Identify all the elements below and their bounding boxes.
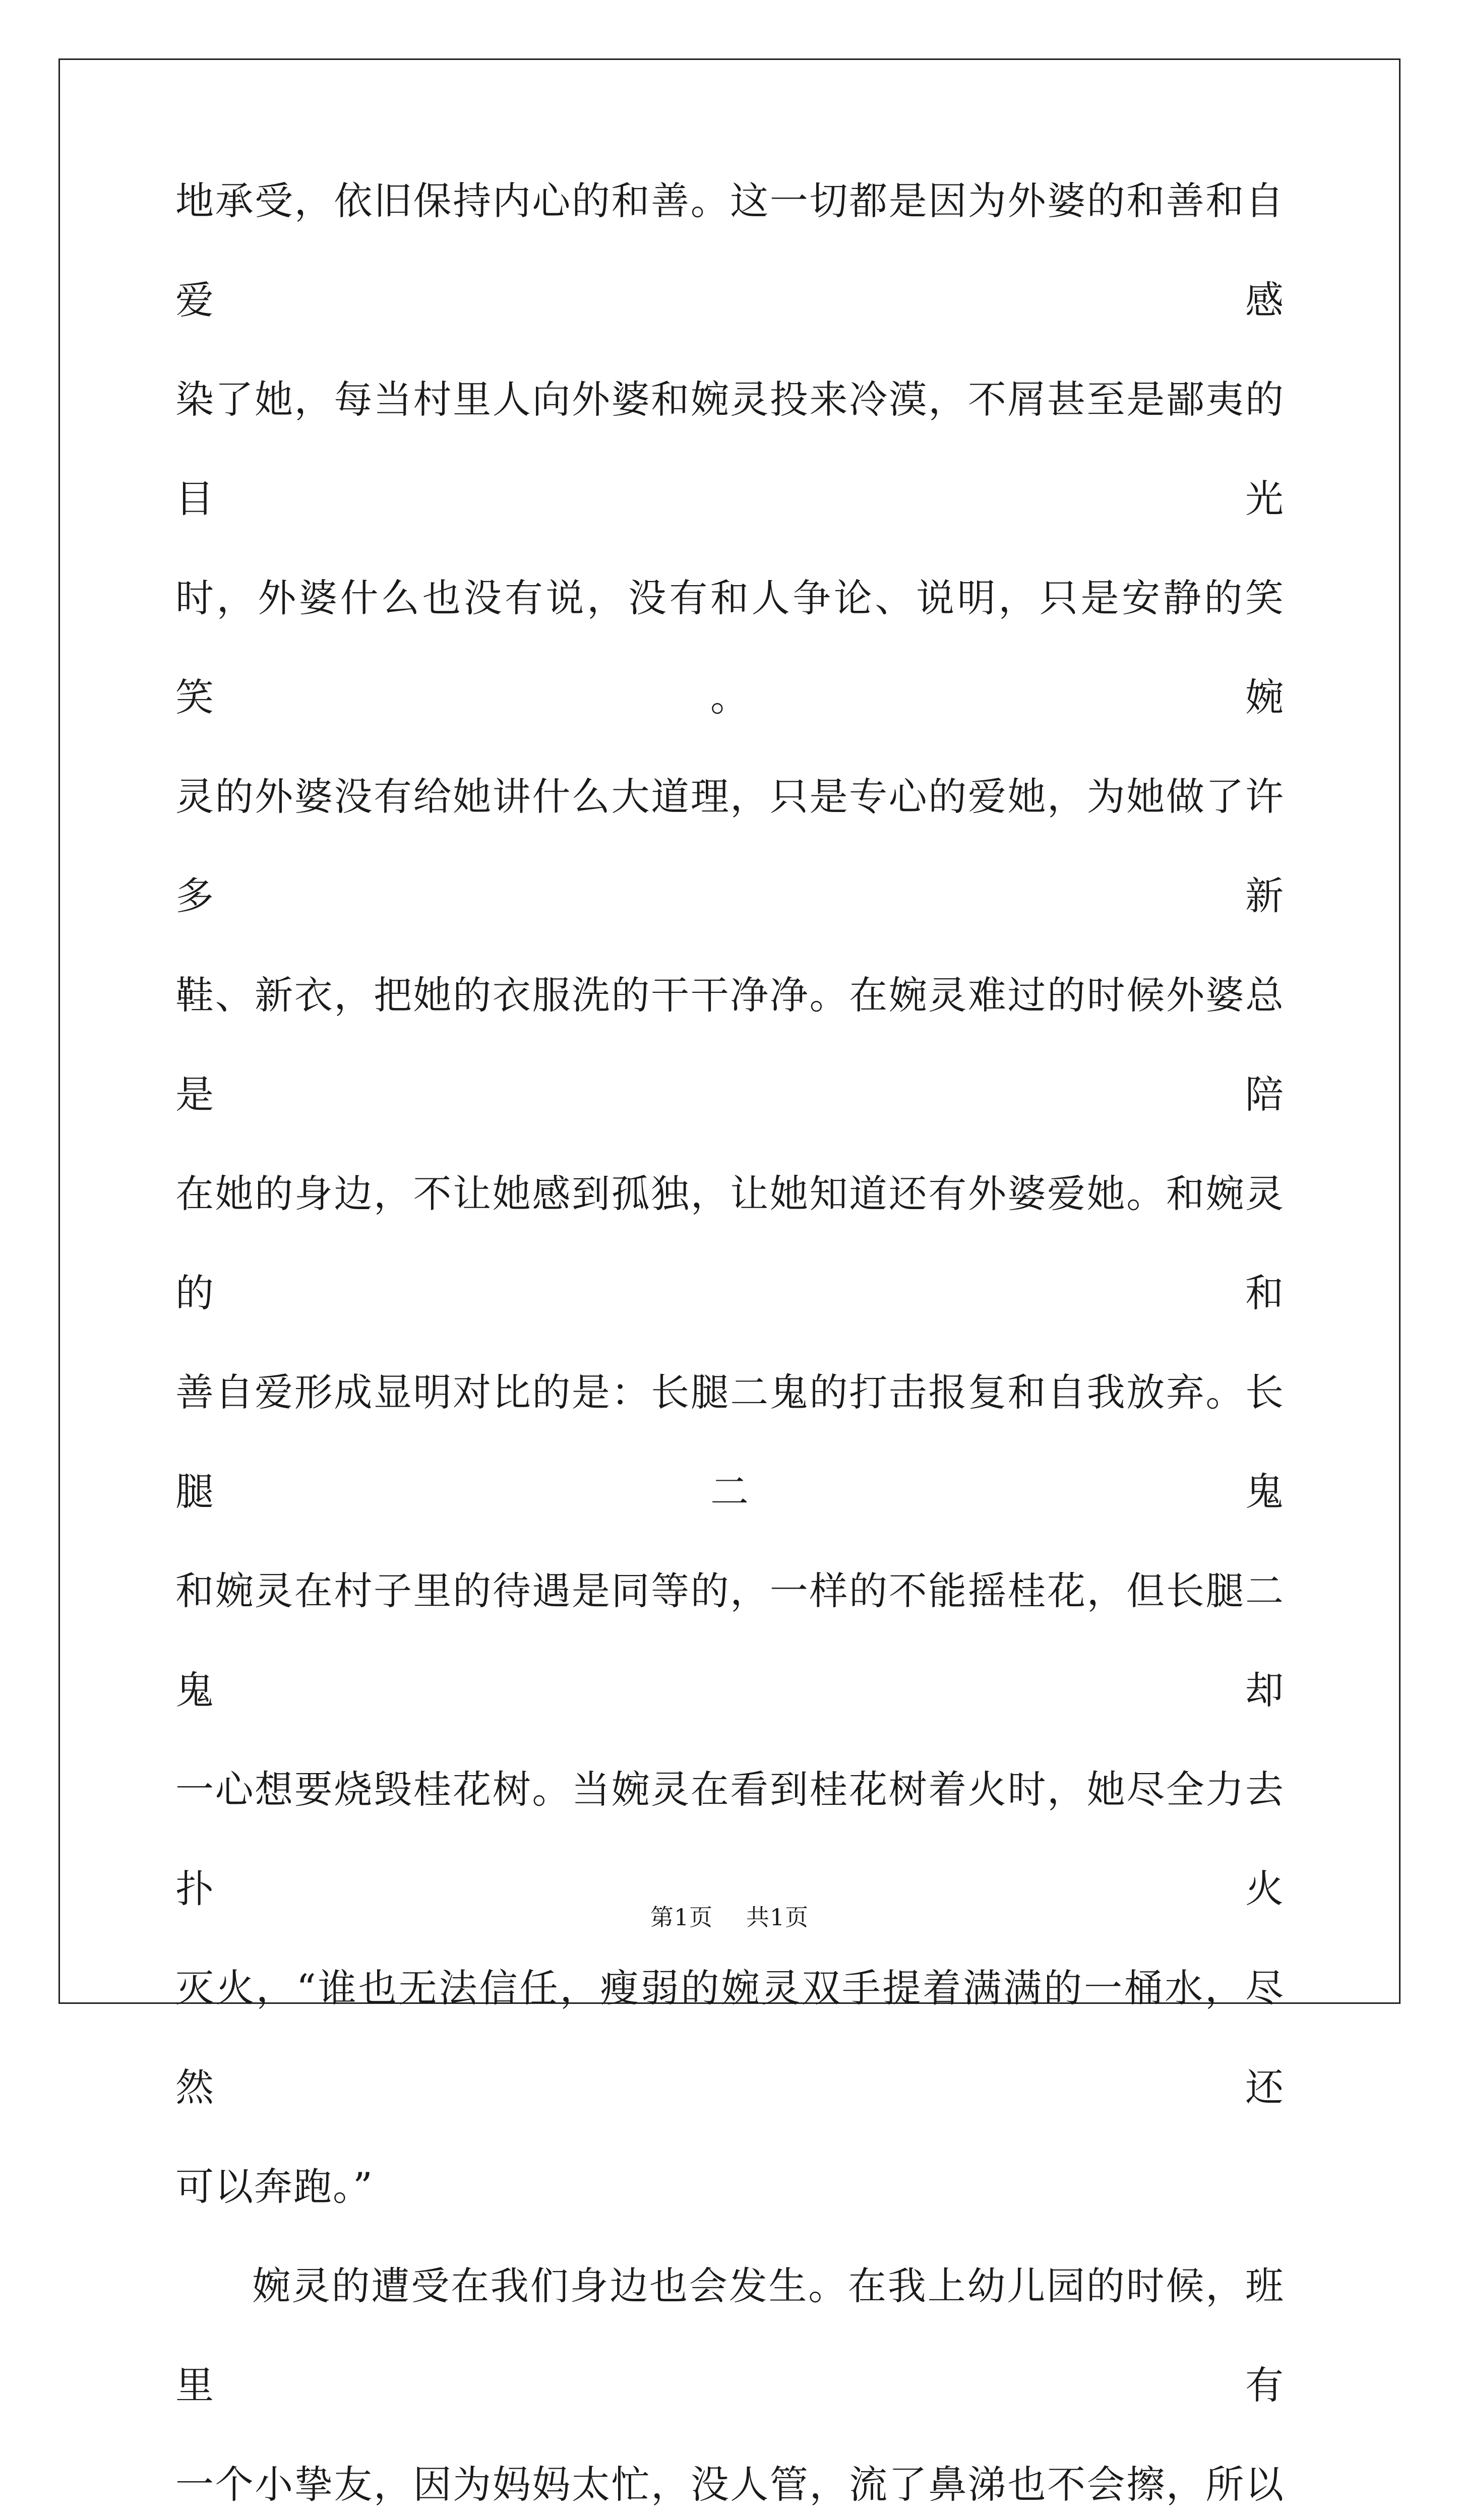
page-total: 共1页 xyxy=(746,1904,809,1931)
text-line: 鞋、新衣，把她的衣服洗的干干净净。在婉灵难过的时候外婆总是陪 xyxy=(175,973,1285,1117)
text-line: 地承受，依旧保持内心的和善。这一切都是因为外婆的和善和自爱感 xyxy=(175,178,1285,323)
page-footer xyxy=(0,1899,1459,1932)
text-line: 一个小挚友，因为妈妈太忙，没人管，流了鼻涕也不会擦，所以 xyxy=(175,2462,1285,2507)
text-line: 可以奔跑。” xyxy=(175,2164,374,2209)
text-line: 婉灵的遭受在我们身边也会发生。在我上幼儿园的时候，班里有 xyxy=(175,2263,1285,2408)
page-number: 第1页 xyxy=(650,1904,713,1931)
text-line: 时，外婆什么也没有说，没有和人争论、说明，只是安静的笑笑。婉 xyxy=(175,576,1285,720)
text-line: 和婉灵在村子里的待遇是同等的，一样的不能摇桂花，但长腿二鬼却 xyxy=(175,1568,1285,1713)
document-body xyxy=(175,151,1285,2520)
text-line: 染了她，每当村里人向外婆和婉灵投来冷漠，不屑甚至是鄙夷的目光 xyxy=(175,377,1285,521)
text-line: 善自爱形成显明对比的是：长腿二鬼的打击报复和自我放弃。长腿二鬼 xyxy=(175,1370,1285,1514)
paragraph xyxy=(175,2236,1285,2520)
text-line: 在她的身边，不让她感到孤独，让她知道还有外婆爱她。和婉灵的和 xyxy=(175,1171,1285,1315)
text-line: 灵的外婆没有给她讲什么大道理，只是专心的爱她，为她做了许多新 xyxy=(175,774,1285,918)
text-line: 灭火，“谁也无法信任，瘦弱的婉灵双手提着满满的一桶水，尽然还 xyxy=(175,1966,1285,2110)
text-line: 一心想要烧毁桂花树。当婉灵在看到桂花树着火时，她尽全力去扑火 xyxy=(175,1767,1285,1911)
